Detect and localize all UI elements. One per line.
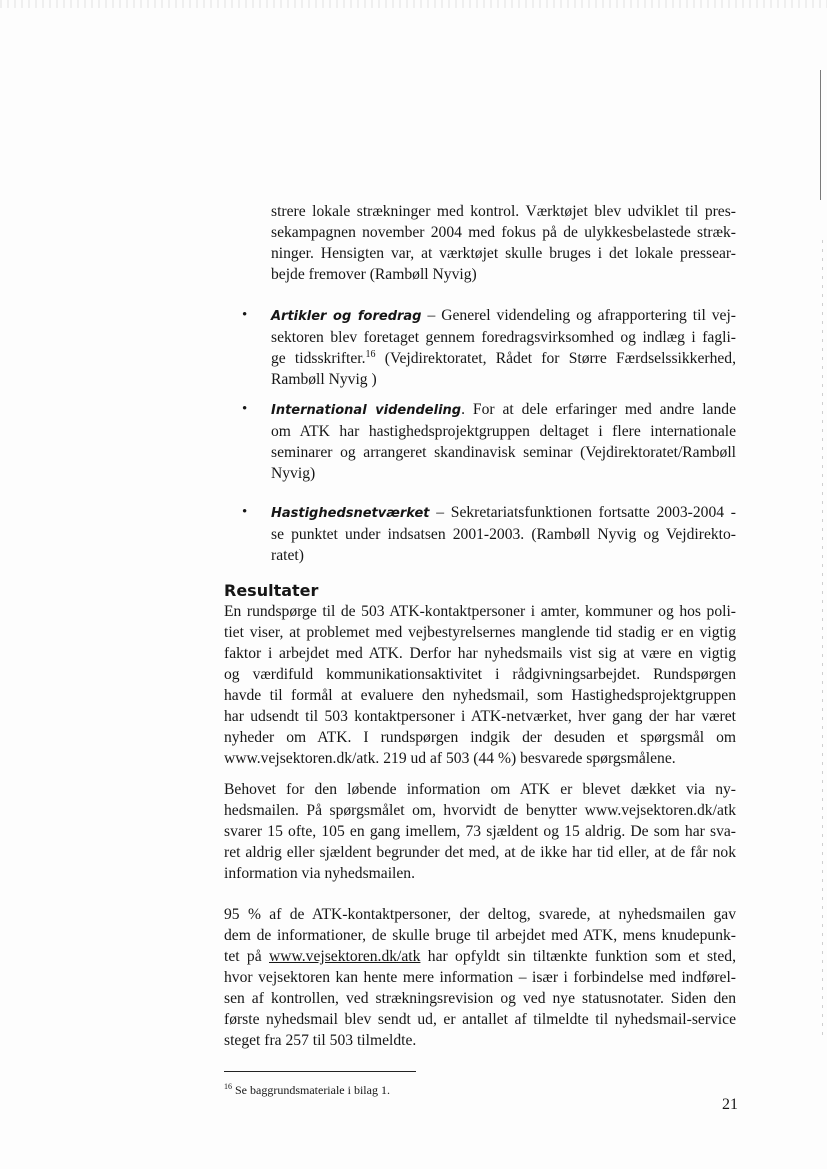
footnote-text: Se baggrundsmateriale i bilag 1. bbox=[232, 1083, 390, 1097]
bullet-item-international bbox=[271, 399, 736, 484]
text-line: havde til formål at evaluere den nyhedsmail, som Hastighedsprojektgruppen bbox=[224, 687, 736, 704]
text-line: hedsmailen. På spørgsmålet om, hvorvidt de benytter www.vejsektoren.dk/atk bbox=[224, 802, 736, 819]
bullet-marker: • bbox=[242, 307, 248, 323]
bullet-item-hastighedsnetvaerket bbox=[271, 502, 736, 566]
text-line: første nyhedsmail blev sendt ud, er antallet af tilmeldte til nyhedsmail-service bbox=[224, 1011, 736, 1028]
text-line bbox=[271, 305, 736, 327]
text-line: ratet) bbox=[271, 547, 304, 564]
text-line bbox=[271, 502, 736, 524]
intro-paragraph bbox=[271, 201, 736, 285]
text-line: om ATK har hastighedsprojektgruppen deltaget i flere internationale bbox=[271, 423, 736, 440]
footnote-number: 16 bbox=[224, 1082, 232, 1091]
text-line: 95 % af de ATK-kontaktpersoner, der deltog, svarede, at nyhedsmailen gav bbox=[224, 906, 736, 923]
text-line: En rundspørge til de 503 ATK-kontaktpersoner i amter, kommuner og hos poli- bbox=[224, 603, 736, 620]
text-line bbox=[271, 348, 736, 369]
text-line: ninger. Hensigten var, at værktøjet skulle bruges i det lokale pressear- bbox=[271, 245, 736, 262]
bullet-marker: • bbox=[242, 401, 248, 417]
text-line: information via nyhedsmailen. bbox=[224, 865, 415, 882]
text-line: har udsendt til 503 kontaktpersoner i ATK-netværket, hver gang der har været bbox=[224, 708, 736, 725]
text-segment: tet på bbox=[224, 948, 269, 965]
text-line: og værdifuld kommunikationsaktivitet i rådgivningsarbejdet. Rundspørgen bbox=[224, 666, 736, 683]
bullet-lead: Hastighedsnetværket bbox=[271, 506, 430, 521]
bullet-text: . For at dele erfaringer med andre lande bbox=[461, 401, 736, 418]
text-line: tiet viser, at problemet med vejbestyrelsernes manglende tid stadig er en vigtig bbox=[224, 624, 736, 641]
scan-edge-top bbox=[0, 0, 827, 8]
bullet-item-artikler bbox=[271, 305, 736, 390]
results-paragraph-3 bbox=[224, 904, 736, 1051]
vejsektoren-link[interactable]: www.vejsektoren.dk/atk bbox=[269, 948, 421, 965]
bullet-marker: • bbox=[242, 504, 248, 520]
bullet-text: – Sekretariatsfunktionen fortsatte 2003-2004 - bbox=[429, 504, 736, 521]
text-line: strere lokale strækninger med kontrol. Værktøjet blev udviklet til pres- bbox=[271, 203, 736, 220]
text-line: ret aldrig eller sjældent begrunder det med, at de ikke har tid eller, at de får nok bbox=[224, 844, 736, 861]
section-heading: Resultater bbox=[224, 581, 319, 600]
text-line: se punktet under indsatsen 2001-2003. (Rambøll Nyvig og Vejdirekto- bbox=[271, 526, 736, 543]
text-line: hvor vejsektoren kan hente mere information – især i forbindelse med indførel- bbox=[224, 969, 736, 986]
text-line: Nyvig) bbox=[271, 465, 316, 482]
footnote bbox=[224, 1082, 390, 1098]
text-line: sekampagnen november 2004 med fokus på de ulykkesbelastede stræk- bbox=[271, 224, 736, 241]
results-paragraph-2 bbox=[224, 779, 736, 884]
text-line: nyheder om ATK. I rundspørgen indgik der desuden et spørgsmål om bbox=[224, 729, 736, 746]
scan-edge-right bbox=[820, 70, 821, 200]
text-line: faktor i arbejdet med ATK. Derfor har nyhedsmails vist sig at være en vigtig bbox=[224, 645, 736, 662]
text-line bbox=[224, 946, 736, 967]
text-segment: har opfyldt sin tiltænkte funktion som et sted, bbox=[420, 948, 737, 965]
text-line: seminarer og arrangeret skandinavisk seminar (Vejdirektoratet/Rambøll bbox=[271, 444, 736, 461]
page-number: 21 bbox=[722, 1096, 738, 1113]
text-line bbox=[271, 399, 736, 421]
footnote-ref: 16 bbox=[365, 349, 376, 360]
bullet-text: (Vejdirektoratet, Rådet for Større Færdselssikkerhed, bbox=[375, 350, 736, 367]
results-paragraph-1 bbox=[224, 601, 736, 769]
bullet-text: – Generel videndeling og afrapportering til vej- bbox=[421, 307, 736, 324]
footnote-divider bbox=[224, 1071, 416, 1072]
text-line: bejde fremover (Rambøll Nyvig) bbox=[271, 266, 477, 283]
text-line: Rambøll Nyvig ) bbox=[271, 371, 377, 388]
scan-edge-right-dotted bbox=[822, 240, 823, 1040]
text-line: steget fra 257 til 503 tilmeldte. bbox=[224, 1032, 417, 1049]
bullet-text: ge tidsskrifter. bbox=[271, 350, 366, 367]
text-line: Behovet for den løbende information om ATK er blevet dækket via ny- bbox=[224, 781, 736, 798]
text-line: sen af kontrollen, ved strækningsrevision og ved nye statusnotater. Siden den bbox=[224, 990, 736, 1007]
text-line: sektoren blev foretaget gennem foredragsvirksomhed og indlæg i fagli- bbox=[271, 329, 736, 346]
text-line: www.vejsektoren.dk/atk. 219 ud af 503 (44 %) besvarede spørgsmålene. bbox=[224, 750, 676, 767]
text-line: svarer 15 ofte, 105 en gang imellem, 73 sjældent og 15 aldrig. De som har sva- bbox=[224, 823, 736, 840]
text-line: dem de informationer, de skulle bruge til arbejdet med ATK, mens knudepunk- bbox=[224, 927, 736, 944]
bullet-lead: International videndeling bbox=[271, 403, 462, 418]
bullet-lead: Artikler og foredrag bbox=[271, 309, 422, 324]
